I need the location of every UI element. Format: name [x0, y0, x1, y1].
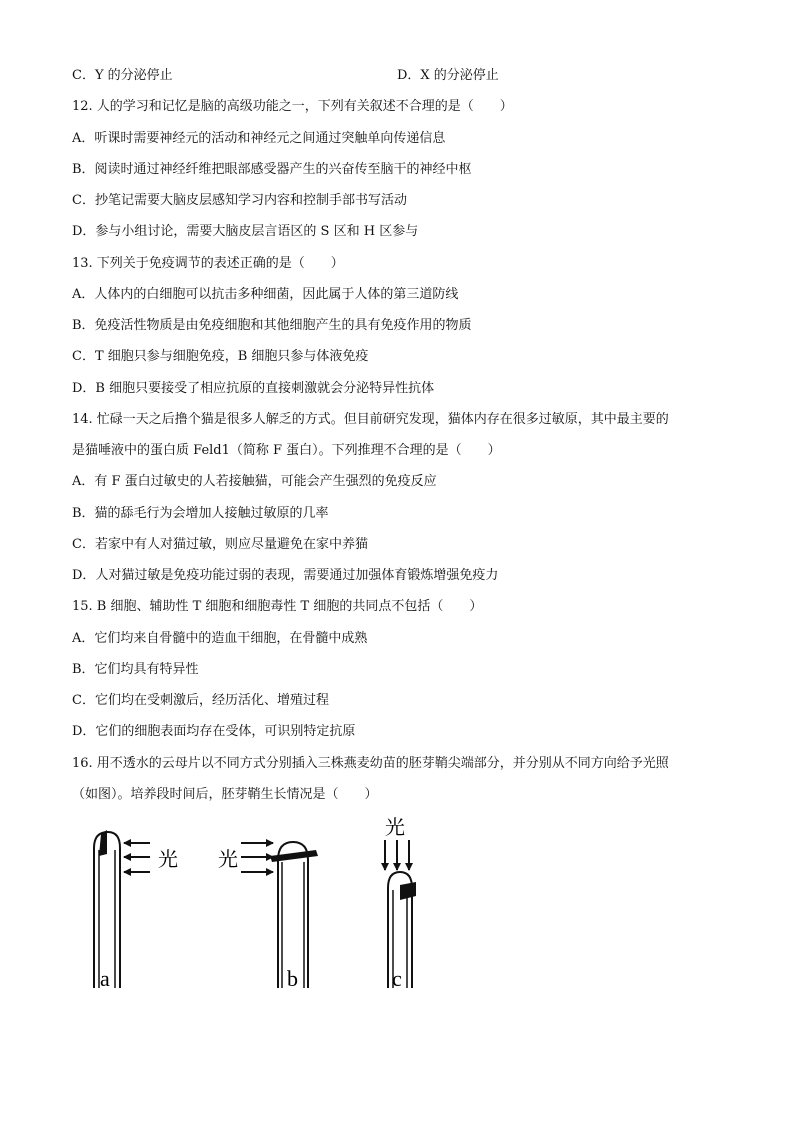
option-15a: A．它们均来自骨髓中的造血干细胞，在骨髓中成熟: [72, 631, 368, 646]
seedling-b: [218, 842, 318, 991]
option-13b: B．免疫活性物质是由免疫细胞和其他细胞产生的具有免疫作用的物质: [72, 318, 472, 333]
question-12-stem: 12. 人的学习和记忆是脑的高级功能之一，下列有关叙述不合理的是（ ）: [72, 99, 513, 114]
option-11c: C．Y 的分泌停止: [72, 68, 173, 83]
option-15b: B．它们均具有特异性: [72, 662, 199, 677]
option-15c: C．它们均在受刺激后，经历活化、增殖过程: [72, 693, 329, 708]
question-14-stem-line1: 14. 忙碌一天之后撸个猫是很多人解乏的方式。但目前研究发现，猫体内存在很多过敏原，其中最主要的: [72, 412, 669, 427]
option-14c: C．若家中有人对猫过敏，则应尽量避免在家中养猫: [72, 537, 368, 552]
question-13-stem: 13. 下列关于免疫调节的表述正确的是（ ）: [72, 256, 344, 271]
light-label-a: 光: [158, 849, 178, 871]
seedling-label-c: c: [392, 966, 402, 991]
option-12a: A．听课时需要神经元的活动和神经元之间通过突触单向传递信息: [72, 131, 446, 146]
seedling-label-b: b: [287, 966, 298, 991]
coleoptile-figure: [80, 810, 440, 1000]
option-12c: C．抄笔记需要大脑皮层感知学习内容和控制手部书写活动: [72, 193, 407, 208]
option-13a: A．人体内的白细胞可以抗击多种细菌，因此属于人体的第三道防线: [72, 287, 459, 302]
option-13d: D．B 细胞只要接受了相应抗原的直接刺激就会分泌特异性抗体: [72, 381, 435, 396]
question-16-stem-line1: 16. 用不透水的云母片以不同方式分别插入三株燕麦幼苗的胚芽鞘尖端部分，并分别从不同方向给予光照: [72, 756, 669, 771]
option-13c: C．T 细胞只参与细胞免疫，B 细胞只参与体液免疫: [72, 349, 369, 364]
seedling-label-a: a: [100, 966, 110, 991]
seedling-c: [385, 816, 416, 991]
option-11d: D．X 的分泌停止: [397, 68, 499, 83]
mica-sheet-c: [400, 882, 416, 900]
question-15-stem: 15. B 细胞、辅助性 T 细胞和细胞毒性 T 细胞的共同点不包括（ ）: [72, 599, 483, 614]
mica-sheet-b: [270, 850, 318, 862]
question-16-stem-line2: （如图）。培养段时间后，胚芽鞘生长情况是（ ）: [72, 787, 378, 802]
light-label-c: 光: [385, 817, 405, 839]
option-12d: D．参与小组讨论，需要大脑皮层言语区的 S 区和 H 区参与: [72, 224, 419, 239]
light-label-b: 光: [218, 849, 238, 871]
question-14-stem-line2: 是猫唾液中的蛋白质 Feld1（简称 F 蛋白）。下列推理不合理的是（ ）: [72, 443, 501, 458]
coleoptile-a: [94, 832, 120, 988]
option-14b: B．猫的舔毛行为会增加人接触过敏原的几率: [72, 506, 329, 521]
option-12b: B．阅读时通过神经纤维把眼部感受器产生的兴奋传至脑干的神经中枢: [72, 162, 472, 177]
option-14d: D．人对猫过敏是免疫功能过弱的表现，需要通过加强体育锻炼增强免疫力: [72, 568, 499, 583]
coleoptile-diagram: [80, 810, 440, 1000]
seedling-a: [94, 830, 178, 991]
option-14a: A．有 F 蛋白过敏史的人若接触猫，可能会产生强烈的免疫反应: [72, 474, 437, 489]
option-15d: D．它们的细胞表面均存在受体，可识别特定抗原: [72, 724, 356, 739]
